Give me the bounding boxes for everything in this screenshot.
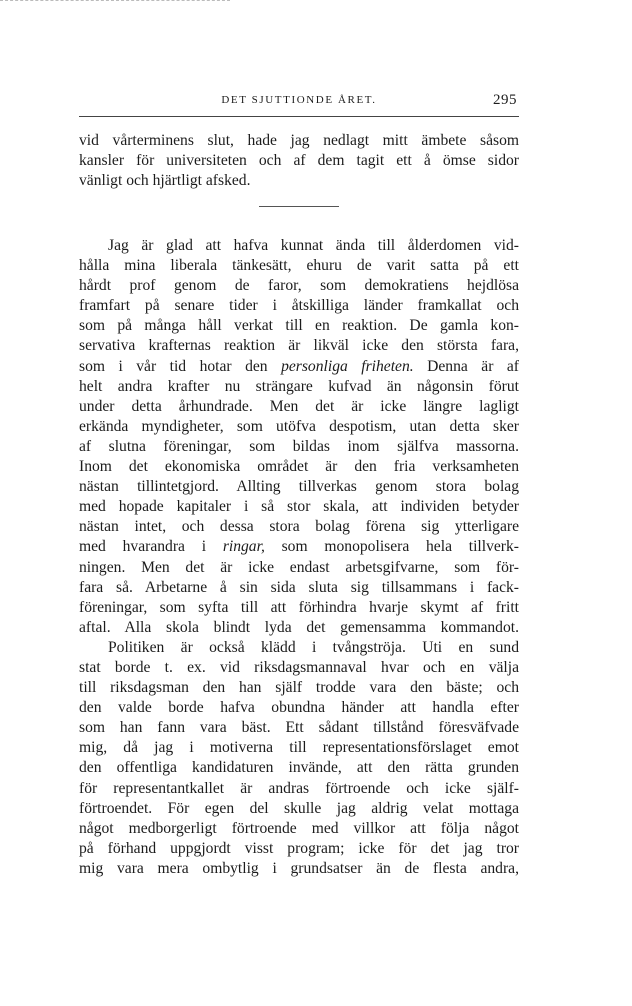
- text-line: hålla mina liberala tänkesätt, ehuru de varit satta på ett: [79, 257, 519, 275]
- text-line: fara så. Arbetarne å sin sida sluta sig tillsammans i fack-: [79, 578, 519, 596]
- text-line: för representantkallet är andras förtroende och icke själf-: [79, 779, 519, 797]
- text-line: hårdt prof genom de faror, som demokratiens hejdlösa: [79, 277, 519, 295]
- continued-paragraph: [79, 131, 519, 191]
- text-run: Denna är af: [413, 357, 519, 375]
- text-line: helt andra krafter nu strängare kufvad än någonsin förut: [79, 377, 519, 395]
- text-line: den offentliga kandidaturen invände, att den rätta grunden: [79, 759, 519, 777]
- text-line: [79, 537, 519, 557]
- italic-phrase: personliga friheten.: [281, 357, 414, 375]
- text-line: vänligt och hjärtligt afsked.: [79, 172, 251, 190]
- section-divider: [259, 206, 339, 207]
- main-text: [79, 236, 519, 879]
- text-line: servativa krafternas reaktion är likväl icke den största fara,: [79, 337, 519, 355]
- text-line: erkända myndigheter, som utöfva despotism, utan detta sker: [79, 417, 519, 435]
- text-line: Inom det ekonomiska området är den fria verksamheten: [79, 458, 519, 476]
- text-line: Jag är glad att hafva kunnat ända till ålderdomen vid-: [108, 237, 519, 254]
- text-line: framfart på senare tider i åtskilliga länder framkallat och: [79, 297, 519, 315]
- text-line: mig vara mera ombytlig i grundsatser än de flesta andra,: [79, 859, 519, 877]
- text-line: den valde borde hafva obundna händer att handla efter: [79, 699, 519, 717]
- paragraph: [79, 638, 519, 879]
- text-line: med hopade kapitaler i så stor skala, att individen betyder: [79, 498, 519, 516]
- header-rule: [79, 116, 519, 117]
- page-number: 295: [493, 92, 517, 108]
- text-line: [79, 357, 519, 377]
- text-line: under detta århundrade. Men det är icke längre lagligt: [79, 397, 519, 415]
- text-line: ningen. Men det är icke endast arbetsgifvarne, som för-: [79, 558, 519, 576]
- text-line: som på många håll verkat till en reaktion. De gamla kon-: [79, 317, 519, 335]
- text-line: stat borde t. ex. vid riksdagsmannaval hvar och en välja: [79, 658, 519, 676]
- text-line: på förhand uppgjordt visst program; icke för det jag tror: [79, 839, 519, 857]
- text-line: som han fann vara bäst. Ett sådant tillstånd föresväfvade: [79, 719, 519, 737]
- text-run: som monopolisera hela tillverk-: [264, 538, 519, 556]
- text-line: aftal. Alla skola blindt lyda det gemensamma kommandot.: [79, 618, 519, 636]
- italic-phrase: ringar,: [222, 538, 265, 556]
- scan-edge-mark: [0, 0, 230, 1]
- text-line: förtroendet. För egen del skulle jag aldrig velat mottaga: [79, 799, 519, 817]
- text-line: af slutna föreningar, som bildas inom själfva massorna.: [79, 437, 519, 455]
- text-line: kansler för universiteten och af dem tagit ett å ömse sidor: [79, 152, 519, 170]
- text-line: Politiken är också klädd i tvångströja. Uti en sund: [108, 638, 519, 656]
- text-line: till riksdagsman den han själf trodde vara den bäste; och: [79, 679, 519, 697]
- paragraph: [79, 236, 519, 638]
- text-run: med hvarandra i: [79, 538, 223, 556]
- running-title: DET SJUTTIONDE ÅRET.: [221, 94, 377, 106]
- text-line: nästan tillintetgjord. Allting tillverkas genom stora bolag: [79, 478, 519, 496]
- text-line: nästan intet, och dessa stora bolag förena sig ytterligare: [79, 518, 519, 536]
- page-header: [79, 92, 519, 114]
- text-line: mig, då jag i motiverna till representationsförslaget emot: [79, 739, 519, 757]
- text-line: vid vårterminens slut, hade jag nedlagt mitt ämbete såsom: [79, 132, 519, 149]
- text-line: något medborgerligt förtroende med villkor att följa något: [79, 819, 519, 837]
- text-line: föreningar, som syfta till att förhindra hvarje skymt af fritt: [79, 598, 519, 616]
- text-run: som i vår tid hotar den: [79, 357, 282, 375]
